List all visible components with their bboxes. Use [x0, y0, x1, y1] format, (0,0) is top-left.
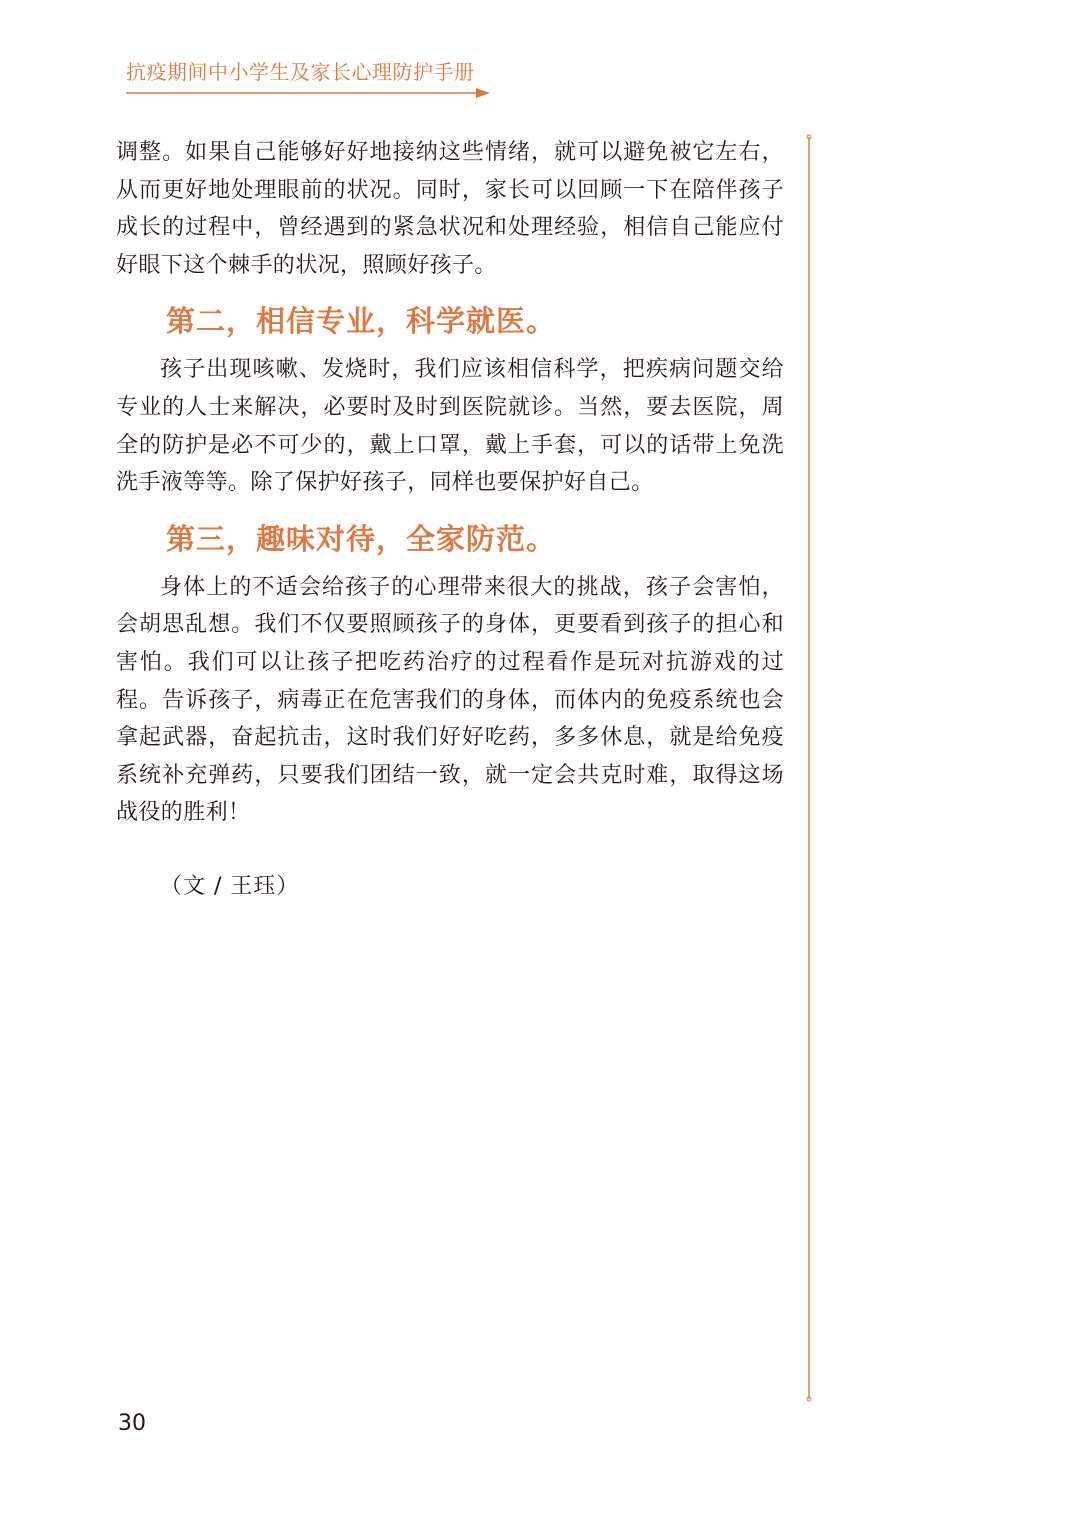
page-number: 30	[118, 1411, 146, 1436]
paragraph-second: 孩子出现咳嗽、发烧时，我们应该相信科学，把疾病问题交给专业的人士来解决，必要时及时到医院就诊。当然，要去医院，周全的防护是必不可少的，戴上口罩，戴上手套，可以的话带上免洗洗手液等等。除了保护好孩子，同样也要保护好自己。	[116, 357, 784, 496]
paragraph-continuation: 调整。如果自己能够好好地接纳这些情绪，就可以避免被它左右，从而更好地处理眼前的状况。同时，家长可以回顾一下在陪伴孩子成长的过程中，曾经遇到的紧急状况和处理经验，相信自己能应付好眼下这个棘手的状况，照顾好孩子。	[116, 140, 784, 278]
running-header	[126, 58, 496, 98]
margin-rule-line	[805, 134, 813, 1402]
section-heading-second: 第二，相信专业，科学就医。	[166, 304, 557, 339]
section-heading-third: 第三，趣味对待，全家防范。	[166, 521, 557, 556]
header-arrow-icon	[126, 88, 490, 98]
paragraph-third: 身体上的不适会给孩子的心理带来很大的挑战，孩子会害怕，会胡思乱想。我们不仅要照顾孩子的身体，更要看到孩子的担心和害怕。我们可以让孩子把吃药治疗的过程看作是玩对抗游戏的过程。告诉孩子，病毒正在危害我们的身体，而体内的免疫系统也会拿起武器，奋起抗击，这时我们好好吃药，多多休息，就是给免疫系统补充弹药，只要我们团结一致，就一定会共克时难，取得这场战役的胜利！	[116, 574, 784, 826]
book-title: 抗疫期间中小学生及家长心理防护手册	[126, 60, 475, 84]
body-text	[116, 134, 784, 832]
author-byline: （文 / 王珏）	[160, 874, 300, 899]
